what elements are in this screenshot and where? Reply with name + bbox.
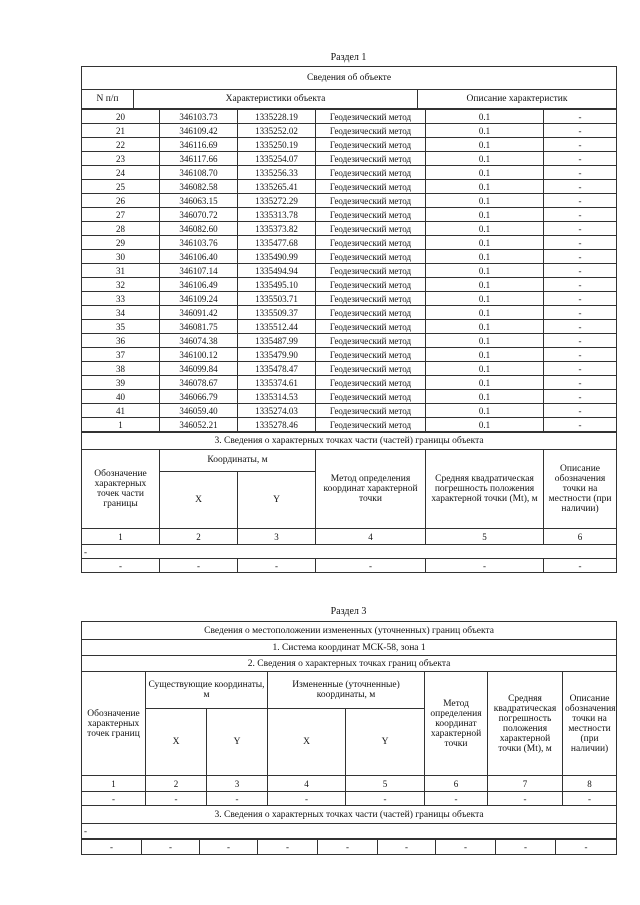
table-row [82, 194, 617, 208]
point-error: 0.1 [426, 180, 544, 194]
point-description: - [544, 278, 617, 292]
empty-cell: - [207, 792, 268, 806]
table-row [82, 250, 617, 264]
point-x: 346078.67 [160, 376, 238, 390]
point-y: 1335512.44 [238, 320, 316, 334]
existing-x-header: X [146, 709, 207, 776]
table-row [82, 138, 617, 152]
section3-part-empty-cell: - [318, 840, 378, 855]
point-error: 0.1 [426, 292, 544, 306]
part-num-cell: 1 [82, 529, 160, 545]
point-number: 22 [82, 138, 160, 152]
table-row [82, 348, 617, 362]
point-error: 0.1 [426, 334, 544, 348]
point-number: 29 [82, 236, 160, 250]
col-number-header: N п/п [82, 90, 134, 109]
point-number: 1 [82, 418, 160, 432]
point-description: - [544, 376, 617, 390]
part-empty-cell: - [82, 559, 160, 573]
table-row [82, 124, 617, 138]
point-description: - [544, 152, 617, 166]
section3-part-table [81, 839, 617, 855]
point-number: 40 [82, 390, 160, 404]
point-x: 346082.60 [160, 222, 238, 236]
point-error: 0.1 [426, 208, 544, 222]
point-description: - [544, 404, 617, 418]
point-method: Геодезический метод [316, 306, 426, 320]
part-empty-cell: - [238, 559, 316, 573]
point-method: Геодезический метод [316, 194, 426, 208]
point-number: 33 [82, 292, 160, 306]
section3-part-dash-row: - [82, 824, 617, 839]
point-method: Геодезический метод [316, 418, 426, 432]
point-x: 346081.75 [160, 320, 238, 334]
part-empty-cell: - [316, 559, 426, 573]
point-y: 1335374.61 [238, 376, 316, 390]
part-empty-cell: - [544, 559, 617, 573]
point-method: Геодезический метод [316, 404, 426, 418]
point-x: 346109.24 [160, 292, 238, 306]
point-error: 0.1 [426, 404, 544, 418]
table-row [82, 390, 617, 404]
point-number: 30 [82, 250, 160, 264]
point-description: - [544, 180, 617, 194]
point-method: Геодезический метод [316, 250, 426, 264]
point-method: Геодезический метод [316, 138, 426, 152]
point-description: - [544, 222, 617, 236]
changed-x-header: X [268, 709, 346, 776]
point-error: 0.1 [426, 376, 544, 390]
points-table [81, 109, 617, 432]
point-description: - [544, 348, 617, 362]
point-number: 39 [82, 376, 160, 390]
point-method: Геодезический метод [316, 222, 426, 236]
point-y: 1335478.47 [238, 362, 316, 376]
point-error: 0.1 [426, 418, 544, 432]
section3-part-empty-cell: - [556, 840, 617, 855]
point-x: 346103.73 [160, 110, 238, 124]
part-num-cell: 5 [426, 529, 544, 545]
existing-y-header: Y [207, 709, 268, 776]
point-error: 0.1 [426, 306, 544, 320]
point-number: 41 [82, 404, 160, 418]
num-cell: 4 [268, 776, 346, 792]
point-method: Геодезический метод [316, 348, 426, 362]
point-y: 1335256.33 [238, 166, 316, 180]
method-header: Метод определения координат характерной точки [425, 672, 488, 776]
point-error: 0.1 [426, 110, 544, 124]
point-error: 0.1 [426, 362, 544, 376]
changed-y-header: Y [346, 709, 425, 776]
part-coords-header: Координаты, м [160, 450, 316, 472]
point-description: - [544, 236, 617, 250]
part-x-header: X [160, 471, 238, 528]
num-cell: 6 [425, 776, 488, 792]
point-description: - [544, 166, 617, 180]
point-y: 1335509.37 [238, 306, 316, 320]
point-x: 346099.84 [160, 362, 238, 376]
point-x: 346066.79 [160, 390, 238, 404]
point-y: 1335252.02 [238, 124, 316, 138]
point-x: 346059.40 [160, 404, 238, 418]
point-method: Геодезический метод [316, 180, 426, 194]
part-num-cell: 6 [544, 529, 617, 545]
changed-coords-header: Измененные (уточненные) координаты, м [268, 672, 425, 709]
section3-table [81, 621, 617, 839]
point-error: 0.1 [426, 194, 544, 208]
section3-table-block [81, 621, 616, 855]
coord-system-title: 1. Система координат МСК-58, зона 1 [82, 640, 617, 656]
point-method: Геодезический метод [316, 208, 426, 222]
point-x: 346074.38 [160, 334, 238, 348]
point-method: Геодезический метод [316, 334, 426, 348]
empty-cell: - [82, 792, 146, 806]
point-x: 346052.21 [160, 418, 238, 432]
section3-part-title: 3. Сведения о характерных точках части (частей) границы объекта [82, 806, 617, 824]
num-cell: 7 [488, 776, 563, 792]
point-x: 346091.42 [160, 306, 238, 320]
table-row [82, 404, 617, 418]
point-x: 346100.12 [160, 348, 238, 362]
point-method: Геодезический метод [316, 236, 426, 250]
point-method: Геодезический метод [316, 320, 426, 334]
col-characteristics-header: Характеристики объекта [134, 90, 418, 109]
table-row [82, 236, 617, 250]
point-y: 1335487.99 [238, 334, 316, 348]
point-error: 0.1 [426, 264, 544, 278]
point-y: 1335250.19 [238, 138, 316, 152]
point-y: 1335254.07 [238, 152, 316, 166]
point-number: 21 [82, 124, 160, 138]
point-number: 38 [82, 362, 160, 376]
point-error: 0.1 [426, 166, 544, 180]
point-description: - [544, 250, 617, 264]
section3-part-empty-cell: - [258, 840, 318, 855]
point-method: Геодезический метод [316, 390, 426, 404]
empty-cell: - [268, 792, 346, 806]
table-row [82, 292, 617, 306]
table-row [82, 418, 617, 432]
point-error: 0.1 [426, 320, 544, 334]
point-x: 346109.42 [160, 124, 238, 138]
point-description: - [544, 362, 617, 376]
num-cell: 2 [146, 776, 207, 792]
existing-coords-header: Существующие координаты, м [146, 672, 268, 709]
point-x: 346108.70 [160, 166, 238, 180]
point-y: 1335272.29 [238, 194, 316, 208]
point-description: - [544, 390, 617, 404]
point-method: Геодезический метод [316, 278, 426, 292]
empty-cell: - [346, 792, 425, 806]
point-y: 1335477.68 [238, 236, 316, 250]
col-description-header: Описание характеристик [418, 90, 617, 109]
empty-cell: - [146, 792, 207, 806]
point-y: 1335503.71 [238, 292, 316, 306]
point-number: 23 [82, 152, 160, 166]
point-number: 31 [82, 264, 160, 278]
point-number: 25 [82, 180, 160, 194]
section1-table-block [81, 66, 616, 573]
num-cell: 1 [82, 776, 146, 792]
point-x: 346063.15 [160, 194, 238, 208]
point-description: - [544, 334, 617, 348]
point-description: - [544, 418, 617, 432]
part-description-header: Описание обозначения точки на местности (при наличии) [544, 450, 617, 529]
section1-header-table [81, 66, 617, 109]
point-number: 32 [82, 278, 160, 292]
point-description: - [544, 292, 617, 306]
table-row [82, 264, 617, 278]
point-y: 1335274.03 [238, 404, 316, 418]
point-description: - [544, 138, 617, 152]
point-error: 0.1 [426, 348, 544, 362]
point-number: 37 [82, 348, 160, 362]
table-row [82, 208, 617, 222]
table-row [82, 152, 617, 166]
point-x: 346106.49 [160, 278, 238, 292]
point-method: Геодезический метод [316, 166, 426, 180]
num-cell: 8 [563, 776, 617, 792]
point-x: 346116.69 [160, 138, 238, 152]
point-description: - [544, 306, 617, 320]
points-title: 2. Сведения о характерных точках границ объекта [82, 656, 617, 672]
point-x: 346106.40 [160, 250, 238, 264]
section3-part-empty-cell: - [142, 840, 200, 855]
point-description: - [544, 320, 617, 334]
part-designation-header: Обозначение характерных точек части границы [82, 450, 160, 529]
error-header: Средняя квадратическая погрешность положения характерной точки (Mt), м [488, 672, 563, 776]
point-error: 0.1 [426, 152, 544, 166]
point-description: - [544, 124, 617, 138]
point-error: 0.1 [426, 390, 544, 404]
point-method: Геодезический метод [316, 292, 426, 306]
point-method: Геодезический метод [316, 124, 426, 138]
table-row [82, 110, 617, 124]
table-row [82, 334, 617, 348]
empty-cell: - [488, 792, 563, 806]
section3-title: Раздел 3 [330, 606, 367, 617]
point-method: Геодезический метод [316, 264, 426, 278]
num-cell: 3 [207, 776, 268, 792]
point-x: 346103.76 [160, 236, 238, 250]
num-cell: 5 [346, 776, 425, 792]
part-method-header: Метод определения координат характерной точки [316, 450, 426, 529]
point-y: 1335479.90 [238, 348, 316, 362]
point-number: 28 [82, 222, 160, 236]
point-number: 26 [82, 194, 160, 208]
section3-part-empty-cell: - [496, 840, 556, 855]
point-y: 1335265.41 [238, 180, 316, 194]
point-y: 1335314.53 [238, 390, 316, 404]
table-row [82, 320, 617, 334]
point-y: 1335228.19 [238, 110, 316, 124]
table-row [82, 376, 617, 390]
point-method: Геодезический метод [316, 362, 426, 376]
point-method: Геодезический метод [316, 376, 426, 390]
table-row [82, 306, 617, 320]
point-y: 1335278.46 [238, 418, 316, 432]
designation-header: Обозначение характерных точек границ [82, 672, 146, 776]
part-y-header: Y [238, 471, 316, 528]
section3-part-empty-cell: - [82, 840, 142, 855]
point-description: - [544, 110, 617, 124]
part-num-cell: 4 [316, 529, 426, 545]
point-x: 346117.66 [160, 152, 238, 166]
section3-part-empty-cell: - [378, 840, 436, 855]
point-number: 36 [82, 334, 160, 348]
point-error: 0.1 [426, 236, 544, 250]
point-number: 27 [82, 208, 160, 222]
table-row [82, 222, 617, 236]
point-description: - [544, 208, 617, 222]
section3-part-empty-cell: - [436, 840, 496, 855]
object-info-heading: Сведения об объекте [82, 67, 617, 90]
point-error: 0.1 [426, 138, 544, 152]
point-error: 0.1 [426, 124, 544, 138]
section1-title: Раздел 1 [330, 52, 367, 63]
part-dash-row: - [82, 545, 617, 559]
point-y: 1335490.99 [238, 250, 316, 264]
part-error-header: Средняя квадратическая погрешность положения характерной точки (Mt), м [426, 450, 544, 529]
table-row [82, 180, 617, 194]
point-y: 1335373.82 [238, 222, 316, 236]
point-error: 0.1 [426, 250, 544, 264]
point-x: 346107.14 [160, 264, 238, 278]
point-number: 24 [82, 166, 160, 180]
point-description: - [544, 264, 617, 278]
point-error: 0.1 [426, 222, 544, 236]
table-row [82, 278, 617, 292]
part-empty-cell: - [426, 559, 544, 573]
part-empty-cell: - [160, 559, 238, 573]
empty-cell: - [425, 792, 488, 806]
point-number: 34 [82, 306, 160, 320]
section1-part-table [81, 432, 617, 573]
point-number: 35 [82, 320, 160, 334]
point-description: - [544, 194, 617, 208]
part-num-cell: 3 [238, 529, 316, 545]
table-row [82, 362, 617, 376]
point-x: 346070.72 [160, 208, 238, 222]
location-title: Сведения о местоположении измененных (уточненных) границ объекта [82, 622, 617, 640]
point-method: Геодезический метод [316, 152, 426, 166]
point-y: 1335313.78 [238, 208, 316, 222]
section3-part-empty-cell: - [200, 840, 258, 855]
point-y: 1335494.94 [238, 264, 316, 278]
point-number: 20 [82, 110, 160, 124]
description-header: Описание обозначения точки на местности (при наличии) [563, 672, 617, 776]
section1-part-title: 3. Сведения о характерных точках части (частей) границы объекта [82, 433, 617, 450]
point-method: Геодезический метод [316, 110, 426, 124]
point-error: 0.1 [426, 278, 544, 292]
empty-cell: - [563, 792, 617, 806]
point-y: 1335495.10 [238, 278, 316, 292]
table-row [82, 166, 617, 180]
part-num-cell: 2 [160, 529, 238, 545]
point-x: 346082.58 [160, 180, 238, 194]
